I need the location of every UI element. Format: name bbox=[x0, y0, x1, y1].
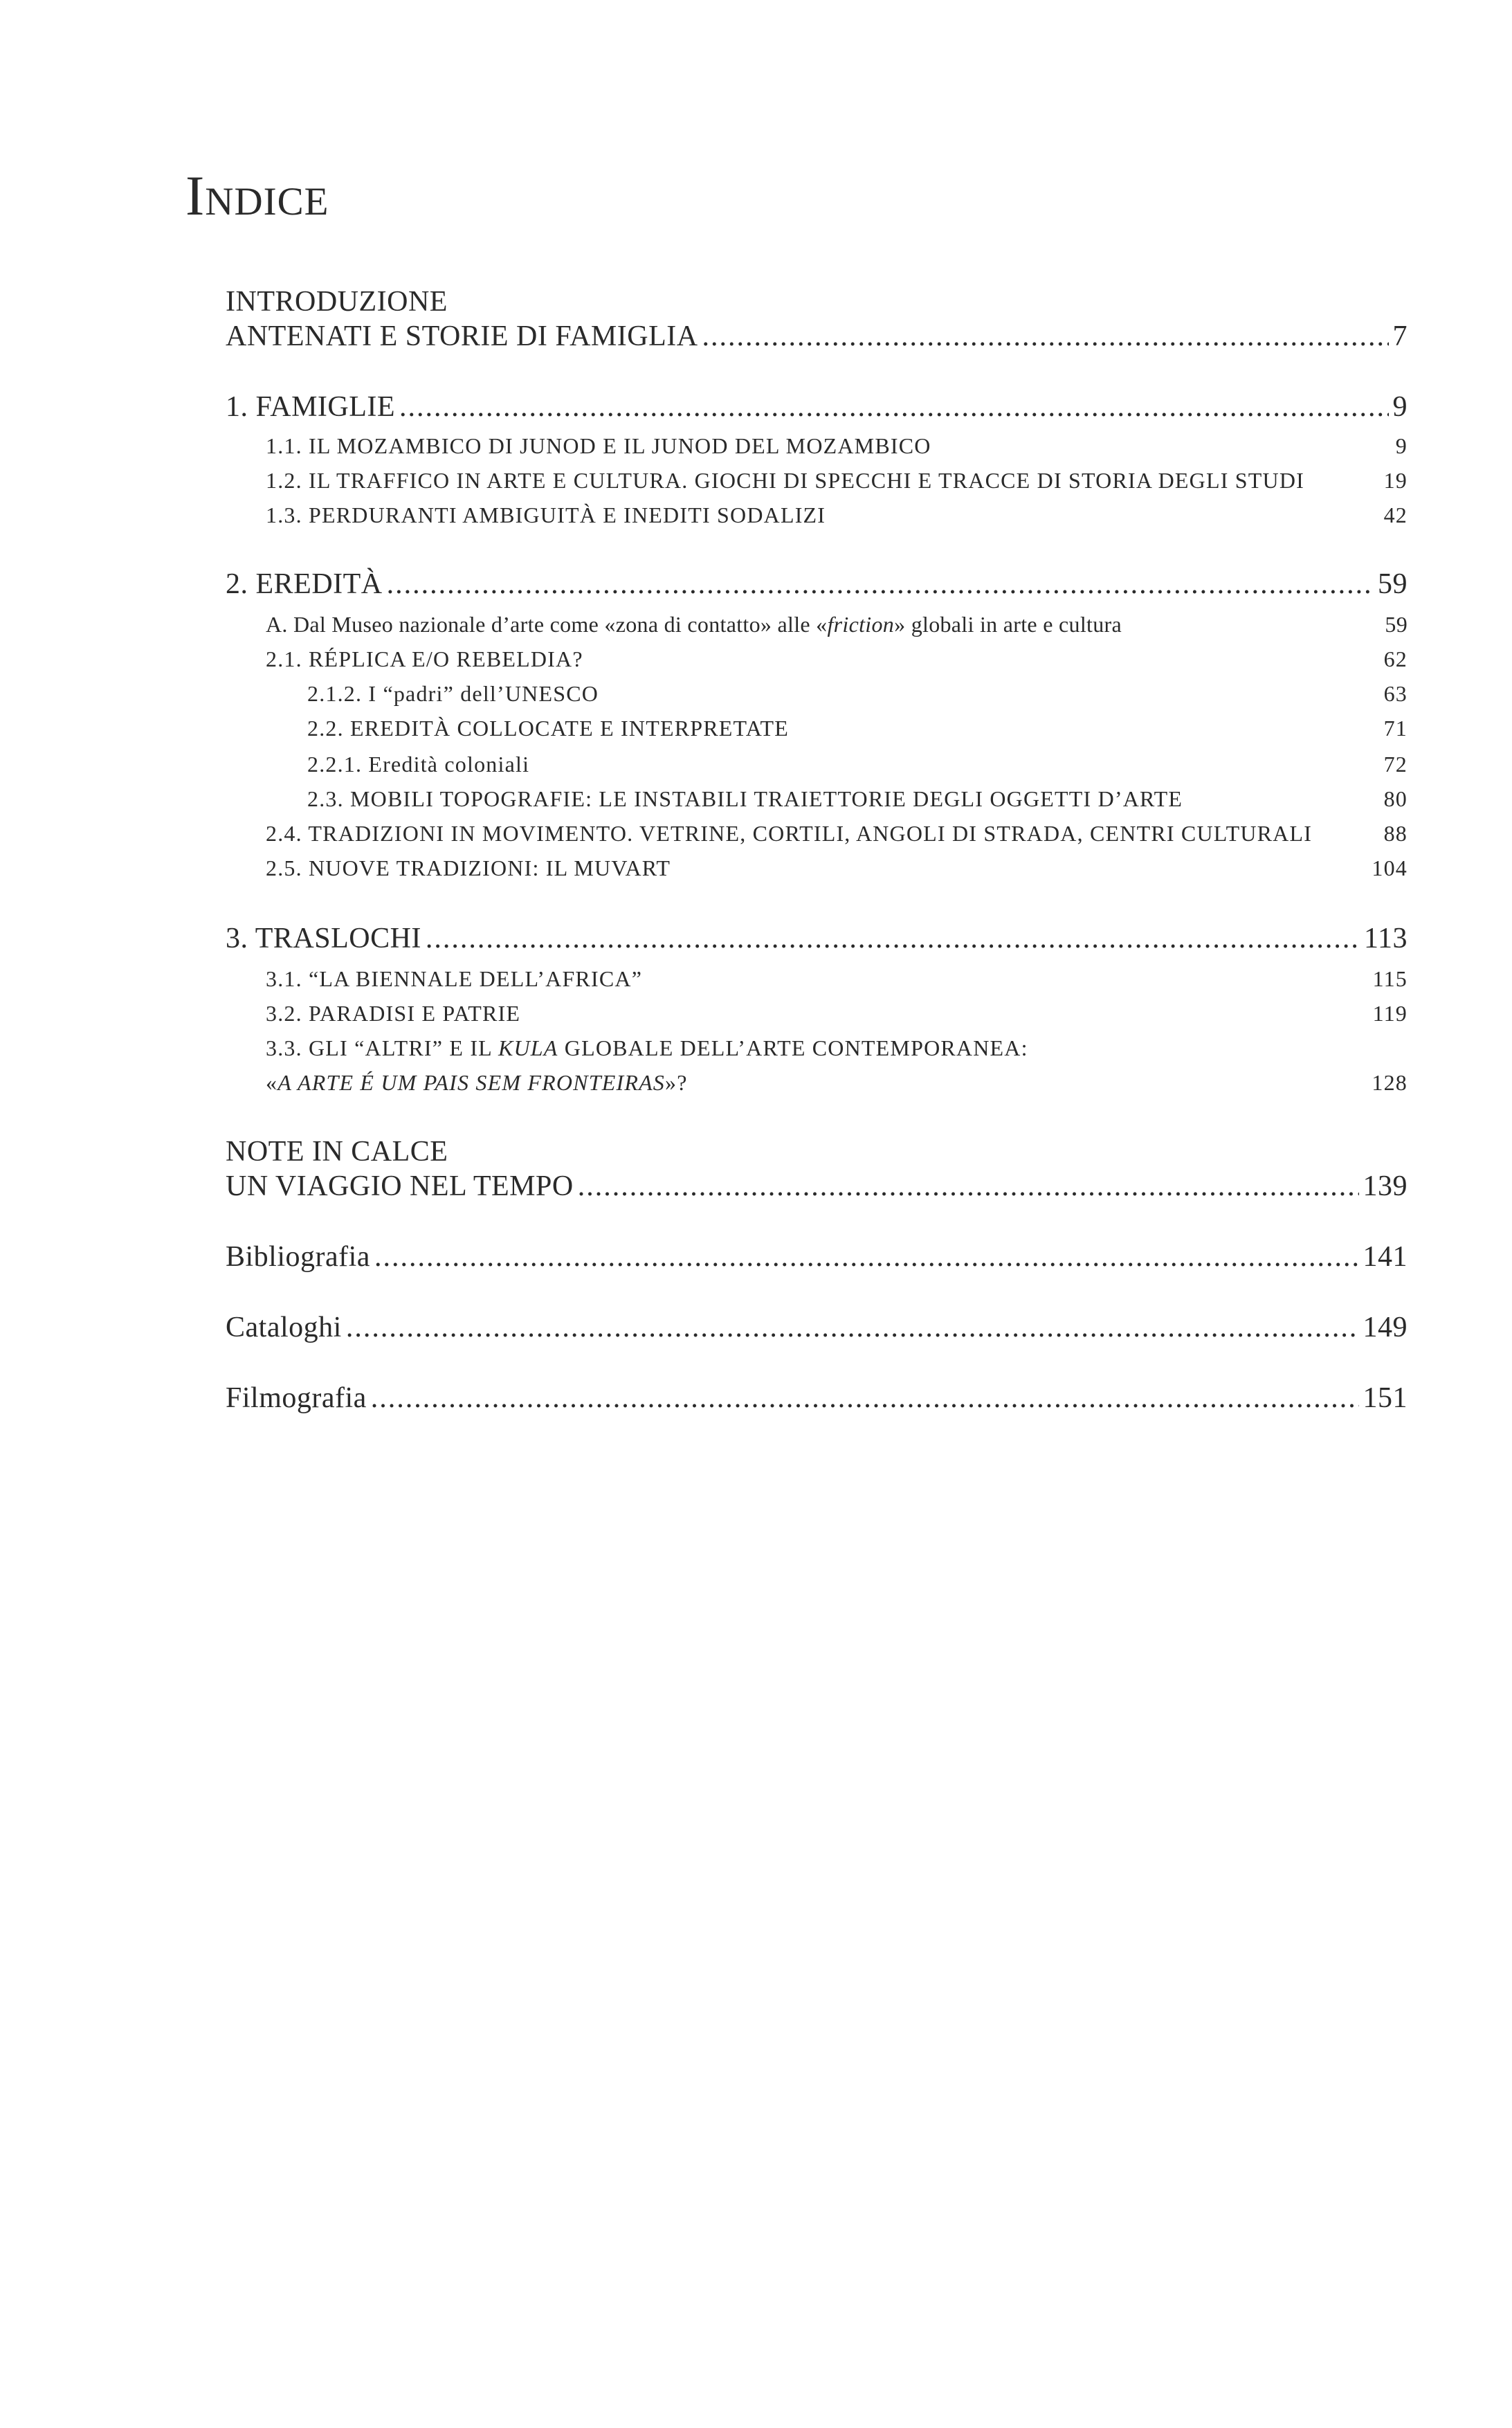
toc-chapter-famiglie[interactable] bbox=[226, 390, 1408, 424]
dot-leader bbox=[702, 320, 1389, 353]
toc-entry-title: 1.3. PERDURANTI AMBIGUITÀ E INEDITI SODALIZI bbox=[266, 502, 826, 527]
toc-page-number: 59 bbox=[1385, 612, 1408, 637]
toc-entry-title: 1. FAMIGLIE bbox=[226, 391, 396, 423]
toc-page-number: 88 bbox=[1383, 821, 1408, 846]
toc-entry-title: 2.5. NUOVE TRADIZIONI: IL MUVART bbox=[266, 855, 671, 880]
toc-page-number: 63 bbox=[1383, 681, 1408, 706]
toc-note-heading bbox=[226, 1135, 1408, 1168]
toc-entry-title: Bibliografia bbox=[226, 1241, 370, 1273]
toc-entry-title: A. Dal Museo nazionale d’arte come «zona di contatto» alle «friction» globali in arte e cultura bbox=[266, 612, 1122, 637]
toc-subsection[interactable] bbox=[226, 752, 1408, 777]
toc-entry-title: 1.1. IL MOZAMBICO DI JUNOD E IL JUNOD DEL MOZAMBICO bbox=[266, 433, 931, 458]
toc-entry-title: INTRODUZIONE bbox=[226, 286, 448, 318]
toc-entry-title: Cataloghi bbox=[226, 1312, 342, 1343]
toc-subsection[interactable] bbox=[226, 786, 1408, 812]
toc-section[interactable] bbox=[226, 1035, 1408, 1061]
toc-chapter-eredita[interactable] bbox=[226, 568, 1408, 601]
toc-page-number: 72 bbox=[1383, 752, 1408, 777]
toc-entry-title: 2.4. TRADIZIONI IN MOVIMENTO. VETRINE, CORTILI, ANGOLI DI STRADA, CENTRI CULTURALI bbox=[266, 821, 1313, 846]
page-title: Indice bbox=[185, 164, 329, 227]
toc-subsection[interactable] bbox=[226, 681, 1408, 707]
toc-entry-title: «A ARTE É UM PAIS SEM FRONTEIRAS»? bbox=[266, 1070, 688, 1095]
toc-page-number: 149 bbox=[1363, 1312, 1408, 1343]
toc-entry-title: 2. EREDITÀ bbox=[226, 568, 383, 600]
toc-page-number: 151 bbox=[1363, 1382, 1408, 1414]
toc-entry-title: UN VIAGGIO NEL TEMPO bbox=[226, 1170, 574, 1202]
dot-leader bbox=[426, 922, 1360, 955]
toc-entry-title: 3.3. GLI “ALTRI” E IL KULA GLOBALE DELL’ARTE CONTEMPORANEA: bbox=[266, 1035, 1028, 1060]
toc-page-number: 141 bbox=[1363, 1241, 1408, 1273]
toc-page-number: 62 bbox=[1383, 646, 1408, 671]
toc-page-number: 128 bbox=[1372, 1070, 1408, 1095]
toc-section[interactable] bbox=[226, 612, 1408, 637]
toc-entry-title: 2.2.1. Eredità coloniali bbox=[307, 752, 530, 777]
toc-page-number: 59 bbox=[1378, 568, 1408, 600]
toc-entry-title: NOTE IN CALCE bbox=[226, 1136, 448, 1168]
toc-page-number: 139 bbox=[1363, 1170, 1408, 1202]
toc-entry-title: 1.2. IL TRAFFICO IN ARTE E CULTURA. GIOCHI DI SPECCHI E TRACCE DI STORIA DEGLI STUDI bbox=[266, 468, 1305, 493]
toc-bibliografia[interactable] bbox=[226, 1240, 1408, 1274]
toc-section[interactable] bbox=[226, 433, 1408, 459]
toc-page-number: 9 bbox=[1395, 433, 1408, 458]
toc-page-number: 113 bbox=[1364, 923, 1408, 954]
toc-section[interactable] bbox=[226, 1001, 1408, 1026]
dot-leader bbox=[387, 568, 1374, 601]
toc-entry-title: 2.1.2. I “padri” dell’UNESCO bbox=[307, 681, 599, 706]
toc-entry-title: 3.1. “LA BIENNALE DELL’AFRICA” bbox=[266, 966, 643, 991]
dot-leader bbox=[399, 390, 1388, 424]
toc-note-entry[interactable] bbox=[226, 1170, 1408, 1203]
toc-subsection[interactable] bbox=[226, 716, 1408, 741]
dot-leader bbox=[346, 1311, 1359, 1344]
toc-section[interactable] bbox=[226, 821, 1408, 846]
toc-entry-title: 3.2. PARADISI E PATRIE bbox=[266, 1001, 521, 1026]
toc-intro-heading bbox=[226, 285, 1408, 318]
toc-section[interactable] bbox=[226, 502, 1408, 528]
toc-entry-title: 2.3. MOBILI TOPOGRAFIE: LE INSTABILI TRAIETTORIE DEGLI OGGETTI D’ARTE bbox=[307, 786, 1183, 811]
toc-entry-title: 2.1. RÉPLICA E/O REBELDIA? bbox=[266, 646, 583, 671]
toc-section[interactable] bbox=[226, 646, 1408, 672]
dot-leader bbox=[371, 1381, 1359, 1415]
toc-page-number: 42 bbox=[1383, 502, 1408, 527]
toc-page-number: 19 bbox=[1383, 468, 1408, 493]
toc-section[interactable] bbox=[226, 966, 1408, 992]
dot-leader bbox=[578, 1170, 1359, 1203]
toc-section-continued[interactable] bbox=[226, 1070, 1408, 1096]
toc-filmografia[interactable] bbox=[226, 1381, 1408, 1415]
toc-section[interactable] bbox=[226, 855, 1408, 881]
toc-section[interactable] bbox=[226, 468, 1408, 493]
toc-page-number: 7 bbox=[1392, 320, 1408, 352]
toc-page-number: 119 bbox=[1372, 1001, 1408, 1026]
toc-intro-entry[interactable] bbox=[226, 320, 1408, 353]
toc-cataloghi[interactable] bbox=[226, 1311, 1408, 1344]
toc-chapter-traslochi[interactable] bbox=[226, 922, 1408, 955]
toc-page-number: 104 bbox=[1372, 855, 1408, 880]
toc-entry-title: 2.2. EREDITÀ COLLOCATE E INTERPRETATE bbox=[307, 716, 789, 741]
toc-entry-title: 3. TRASLOCHI bbox=[226, 923, 421, 954]
toc-entry-title: Filmografia bbox=[226, 1382, 367, 1414]
toc-page-number: 9 bbox=[1392, 391, 1408, 423]
toc-entry-title: ANTENATI E STORIE DI FAMIGLIA bbox=[226, 320, 698, 352]
toc-page-number: 71 bbox=[1383, 716, 1408, 741]
toc-page-number: 115 bbox=[1372, 966, 1408, 991]
dot-leader bbox=[374, 1240, 1359, 1274]
toc-page-number: 80 bbox=[1383, 786, 1408, 811]
